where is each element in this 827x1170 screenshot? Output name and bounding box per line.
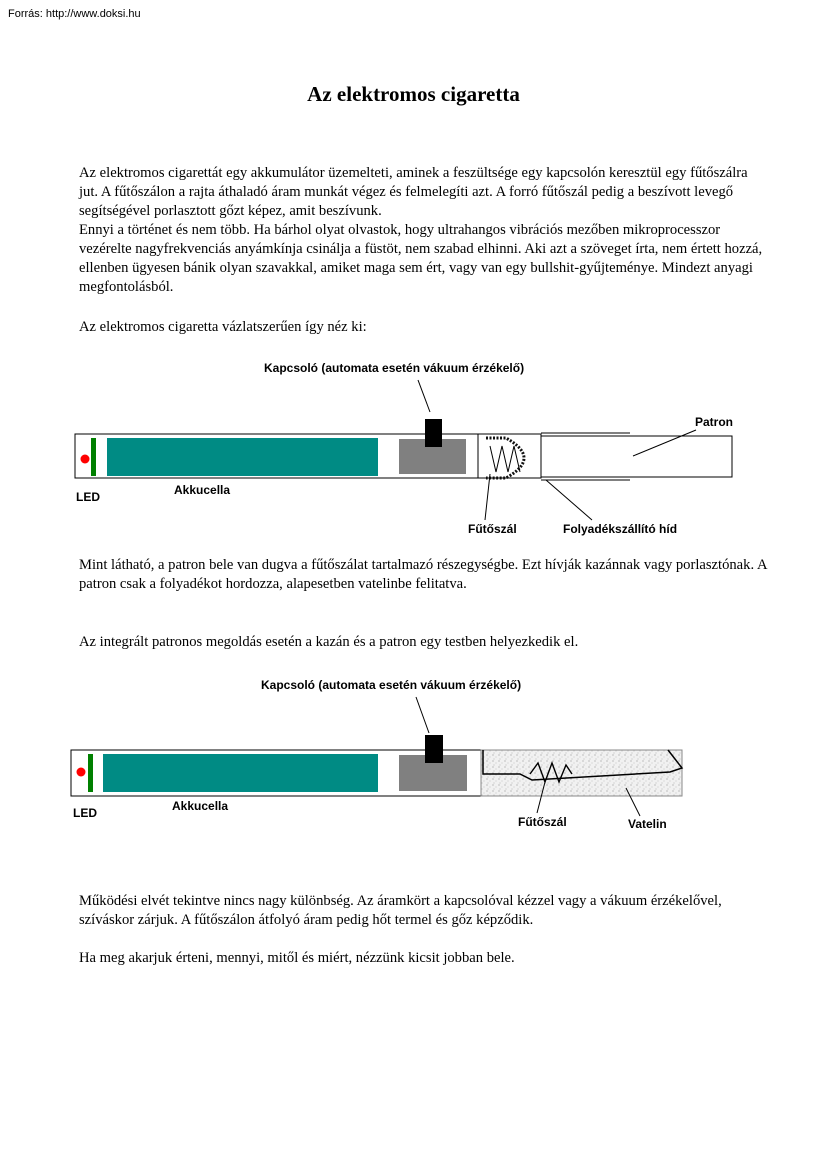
intro-paragraph [79, 164, 769, 297]
diagram-integrated-cartridge [0, 670, 827, 840]
switch-label: Kapcsoló (automata esetén vákuum érzékelő) [264, 361, 525, 375]
led-icon [77, 768, 86, 777]
filler-label: Vatelin [628, 817, 667, 831]
page-title: Az elektromos cigaretta [307, 82, 520, 106]
led-contact [88, 754, 93, 792]
switch-button [425, 735, 443, 763]
source-note: Forrás: http://www.doksi.hu [8, 8, 141, 20]
battery-cell [107, 438, 378, 476]
heater-label: Fűtőszál [468, 522, 517, 536]
switch-pointer [416, 697, 429, 733]
led-label: LED [73, 806, 97, 820]
intro-line-2: Ennyi a történet és nem több. Ha bárhol olyat olvastok, hogy ultrahangos vibrációs mezőben mikroprocesszor vezérelte nagyfrekvenciás anyámkínja csinálja a füstöt, nem szabad elhinni. Aki azt a szöveget írta, nem értett hozzá, ellenben ügyesen bánik olyan szavakkal, amiket maga sem ért, vagy van egy bullshit-gyűjteménye. Mindezt anyagi megfontolásból. [79, 222, 763, 295]
switch-label: Kapcsoló (automata esetén vákuum érzékelő) [261, 678, 522, 692]
heater-label: Fűtőszál [518, 815, 567, 829]
cartridge-label: Patron [695, 415, 734, 429]
switch-button [425, 419, 442, 447]
diagram-separate-cartridge [0, 350, 827, 545]
cartridge-paragraph: Mint látható, a patron bele van dugva a fűtőszálat tartalmazó részegységbe. Ezt hívják kazánnak vagy porlasztónak. A patron csak a folyadékot hordozza, alapesetben vatelinbe felitatva. [79, 557, 767, 592]
battery-label: Akkucella [172, 799, 229, 813]
final-paragraph: Ha meg akarjuk érteni, mennyi, mitől és miért, nézzünk kicsit jobban bele. [79, 950, 515, 966]
battery-cell [103, 754, 378, 792]
schematic-intro: Az elektromos cigaretta vázlatszerűen így néz ki: [79, 319, 367, 335]
battery-label: Akkucella [174, 483, 231, 497]
integrated-paragraph: Az integrált patronos megoldás esetén a kazán és a patron egy testben helyezkedik el. [79, 634, 579, 650]
led-icon [81, 455, 90, 464]
intro-line-1: Az elektromos cigarettát egy akkumulátor üzemelteti, aminek a feszültsége egy kapcsolón keresztül egy fűtőszálra jut. A fűtőszálon a rajta áthaladó áram munkát végez és felmelegíti azt. A forró fűtőszál pedig a beszívott levegő segítségével porlasztott gőzt képez, amit beszívunk. [79, 165, 748, 219]
heater-pointer [485, 474, 490, 520]
atomizer-tube [478, 434, 541, 478]
led-contact [91, 438, 96, 476]
led-label: LED [76, 490, 100, 504]
wick-pointer [546, 480, 592, 520]
operation-paragraph: Működési elvét tekintve nincs nagy különbség. Az áramkört a kapcsolóval kézzel vagy a vákuum érzékelővel, szíváskor zárjuk. A fűtőszálon átfolyó áram pedig hőt termel és gőz képződik. [79, 893, 722, 928]
wick-label: Folyadékszállító híd [563, 522, 678, 536]
cartridge [541, 436, 732, 477]
switch-pointer [418, 380, 430, 412]
